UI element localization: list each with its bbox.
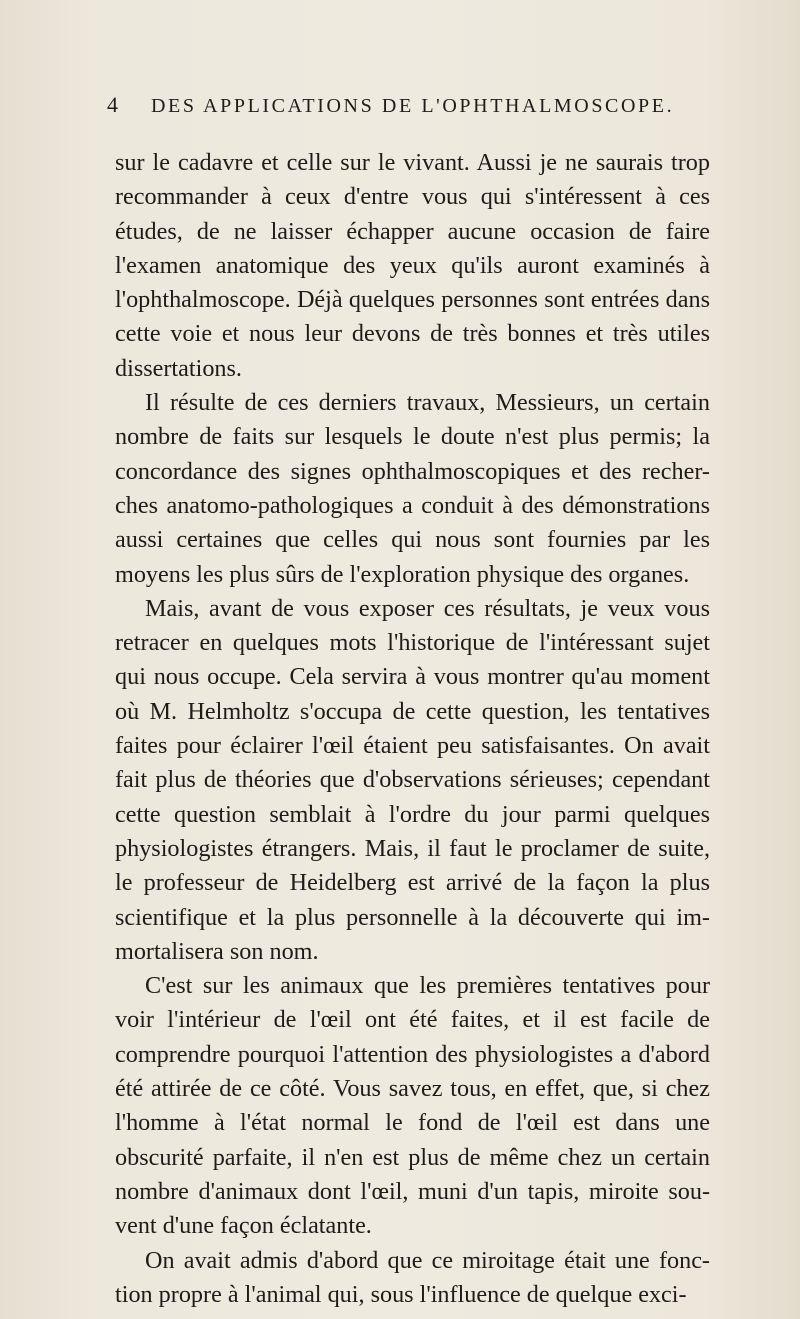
running-title: DES APPLICATIONS DE L'OPHTHALMOSCOPE. — [151, 95, 675, 117]
paragraph: On avait admis d'abord que ce miroitage était une fonc-tion propre à l'animal qui, sous l'influence de quelque exci- — [115, 1246, 710, 1308]
paragraph: Mais, avant de vous exposer ces résultats, je veux vous retracer en quelques mots l'historique de l'intéressant sujet qui nous occupe. Cela servira à vous montrer qu'au moment où M. Helmholtz s'occupa de cette question, les tentatives faites pour éclairer l'œil étaient peu satisfaisantes. On avait fait plus de théories que d'observations sérieuses; cependant cette question semblait à l'ordre du jour parmi quelques physiologistes étrangers. Mais, il faut le proclamer de suite, le professeur de Heidelberg est arrivé de la façon la plus scientifique et la plus personnelle à la découverte qui im-mortalisera son nom. — [115, 594, 710, 965]
paragraph: C'est sur les animaux que les premières tentatives pour voir l'intérieur de l'œil ont été faites, et il est facile de comprendre pourquoi l'attention des physiologistes a d'abord été attirée de ce côté. Vous savez tous, en effet, que, si chez l'homme à l'état normal le fond de l'œil est dans une obscurité parfaite, il n'en est plus de même chez un certain nombre d'animaux dont l'œil, muni d'un tapis, miroite sou-vent d'une façon éclatante. — [115, 972, 710, 1240]
paragraph: sur le cadavre et celle sur le vivant. Aussi je ne saurais trop recommander à ceux d'entre vous qui s'intéressent à ces études, de ne laisser échapper aucune occasion de faire l'examen anatomique des yeux qu'ils auront examinés à l'ophthalmoscope. Déjà quelques personnes sont entrées dans cette voie et nous leur devons de très bonnes et très utiles dissertations. — [115, 149, 710, 382]
paragraph: Il résulte de ces derniers travaux, Messieurs, un certain nombre de faits sur lesquels le doute n'est plus permis; la concordance des signes ophthalmoscopiques et des recher-ches anatomo-pathologiques a conduit à des démonstrations aussi certaines que celles qui nous sont fournies par les moyens les plus sûrs de l'exploration physique des organes. — [115, 389, 710, 588]
page-header — [107, 88, 707, 122]
page-number: 4 — [107, 92, 118, 117]
body-text — [115, 146, 710, 1312]
